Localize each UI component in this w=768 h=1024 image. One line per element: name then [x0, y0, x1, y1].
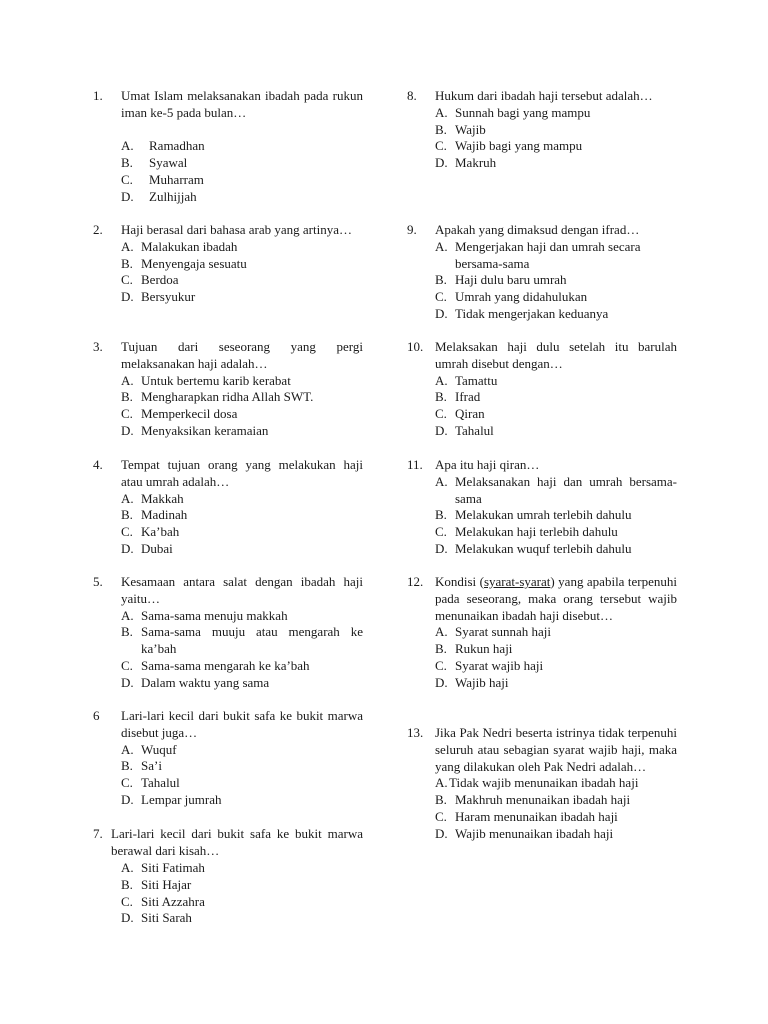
option-a[interactable]: A. Untuk bertemu karib kerabat: [121, 372, 291, 388]
option-c[interactable]: C. Haram menunaikan ibadah haji: [435, 808, 618, 824]
question-stem: Tujuan dari seseorang yang pergi melaksanakan haji adalah…: [121, 339, 363, 371]
question-number: 4.: [93, 457, 103, 472]
question-number: 9.: [407, 222, 417, 237]
option-c[interactable]: C. Berdoa: [121, 272, 179, 288]
option-d[interactable]: D. Tidak mengerjakan keduanya: [435, 305, 609, 321]
option-a[interactable]: A. Melaksanakan haji dan umrah bersama-sama: [435, 473, 677, 506]
option-b[interactable]: B. Wajib: [435, 121, 486, 137]
question-stem: Jika Pak Nedri beserta istrinya tidak terpenuhi seluruh atau sebagian syarat wajib haji, maka yang dilakukan oleh Pak Nedri adalah…: [435, 725, 677, 774]
option-c[interactable]: C. Ka’bah: [121, 524, 180, 540]
option-b[interactable]: B. Madinah: [121, 507, 188, 523]
option-b[interactable]: B. Melakukan umrah terlebih dahulu: [435, 507, 632, 523]
option-c[interactable]: C. Qiran: [435, 406, 485, 422]
option-a[interactable]: A.Tidak wajib menunaikan ibadah haji: [435, 775, 639, 791]
option-d[interactable]: D. Tahalul: [435, 422, 494, 438]
question-number: 10.: [407, 339, 424, 354]
question-stem: Umat Islam melaksanakan ibadah pada rukun iman ke-5 pada bulan…: [121, 88, 363, 120]
question-number: 7.: [93, 826, 103, 841]
option-d[interactable]: D. Dalam waktu yang sama: [121, 674, 270, 690]
option-d[interactable]: D. Menyaksikan keramaian: [121, 422, 269, 438]
option-c[interactable]: C. Tahalul: [121, 775, 180, 791]
option-d[interactable]: D. Wajib menunaikan ibadah haji: [435, 825, 614, 841]
option-d[interactable]: D. Bersyukur: [121, 289, 196, 305]
question-stem: Hukum dari ibadah haji tersebut adalah…: [435, 88, 653, 103]
option-c[interactable]: C. Melakukan haji terlebih dahulu: [435, 524, 618, 540]
option-a[interactable]: A. Siti Fatimah: [121, 860, 205, 875]
question-number: 6: [93, 708, 100, 723]
option-b[interactable]: B. Siti Hajar: [121, 876, 192, 892]
option-a[interactable]: A. Wuquf: [121, 741, 177, 757]
option-c[interactable]: C. Siti Azzahra: [121, 893, 205, 909]
option-a[interactable]: A. Sama-sama menuju makkah: [121, 607, 288, 623]
question-stem: Lari-lari kecil dari bukit safa ke bukit marwa disebut juga…: [121, 708, 363, 740]
question-number: 11.: [407, 457, 423, 472]
underlined-term: syarat-syarat: [483, 574, 551, 589]
question-stem: Melaksakan haji dulu setelah itu barulah umrah disebut dengan…: [435, 339, 677, 371]
question-stem: Apa itu haji qiran…: [435, 457, 540, 472]
option-b[interactable]: B. Ifrad: [435, 389, 481, 405]
option-d[interactable]: D. Makruh: [435, 155, 497, 171]
question-stem: Kesamaan antara salat dengan ibadah haji yaitu…: [121, 574, 363, 606]
question-stem: Kondisi (syarat-syarat) yang apabila terpenuhi pada seseorang, maka orang tersebut wajib menunaikan ibadah haji disebut…: [435, 574, 677, 623]
option-c[interactable]: C. Sama-sama mengarah ke ka’bah: [121, 657, 310, 673]
option-c[interactable]: C. Muharram: [121, 171, 204, 187]
option-b[interactable]: B. Rukun haji: [435, 641, 513, 657]
question-number: 1.: [93, 88, 103, 103]
option-b[interactable]: B. Haji dulu baru umrah: [435, 272, 567, 288]
option-b[interactable]: B. Makhruh menunaikan ibadah haji: [435, 792, 631, 808]
option-c[interactable]: C. Wajib bagi yang mampu: [435, 138, 583, 154]
question-stem: Tempat tujuan orang yang melakukan haji atau umrah adalah…: [121, 457, 363, 489]
option-d[interactable]: D. Lempar jumrah: [121, 791, 222, 807]
option-c[interactable]: C. Umrah yang didahulukan: [435, 289, 588, 305]
option-a[interactable]: A. Mengerjakan haji dan umrah secara bersama-sama: [435, 238, 641, 271]
option-d[interactable]: D. Siti Sarah: [121, 910, 192, 926]
option-b[interactable]: B. Sa’i: [121, 758, 162, 774]
option-c[interactable]: C. Syarat wajib haji: [435, 657, 544, 673]
option-a[interactable]: A. Syarat sunnah haji: [435, 624, 552, 640]
option-a[interactable]: A. Tamattu: [435, 372, 498, 388]
option-c[interactable]: C. Memperkecil dosa: [121, 406, 238, 422]
option-b[interactable]: B. Mengharapkan ridha Allah SWT.: [121, 389, 314, 405]
option-d[interactable]: D. Dubai: [121, 540, 173, 556]
option-b[interactable]: B. Syawal: [121, 155, 188, 171]
question-number: 12.: [407, 574, 424, 589]
question-stem: Lari-lari kecil dari bukit safa ke bukit marwa berawal dari kisah…: [111, 826, 363, 858]
question-number: 5.: [93, 574, 103, 589]
option-d[interactable]: D. Wajib haji: [435, 674, 509, 690]
option-d[interactable]: D. Melakukan wuquf terlebih dahulu: [435, 540, 632, 556]
option-d[interactable]: D. Zulhijjah: [121, 188, 197, 204]
option-b[interactable]: B. Sama-sama muuju atau mengarah ke ka’bah: [121, 624, 363, 657]
option-a[interactable]: A. Makkah: [121, 490, 184, 506]
question-stem: Haji berasal dari bahasa arab yang artinya…: [121, 222, 353, 237]
question-number: 8.: [407, 88, 417, 103]
option-a[interactable]: A. Ramadhan: [121, 138, 205, 154]
question-stem: Apakah yang dimaksud dengan ifrad…: [435, 222, 640, 237]
question-number: 2.: [93, 222, 103, 237]
option-b[interactable]: B. Menyengaja sesuatu: [121, 255, 247, 271]
question-number: 13.: [407, 725, 424, 740]
option-a[interactable]: A. Malakukan ibadah: [121, 238, 238, 254]
option-a[interactable]: A. Sunnah bagi yang mampu: [435, 104, 591, 120]
question-number: 3.: [93, 339, 103, 354]
